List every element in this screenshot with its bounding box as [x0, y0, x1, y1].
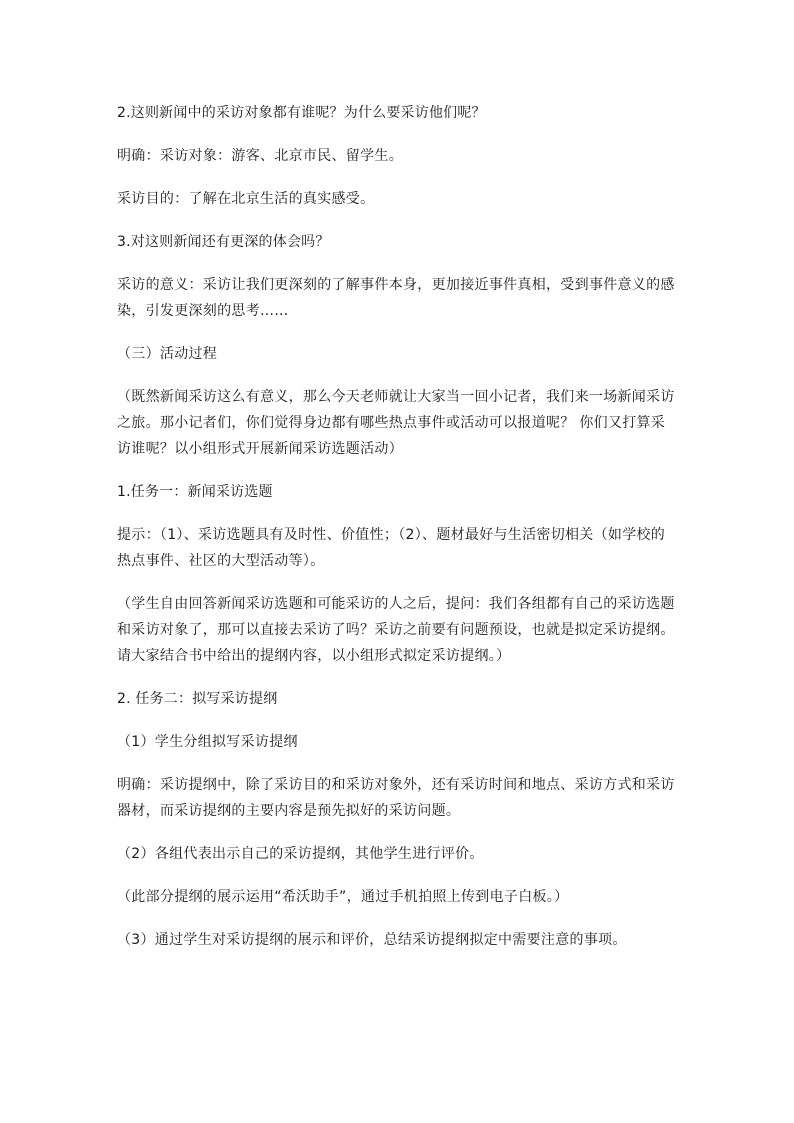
answer-interviewees: 明确：采访对象：游客、北京市民、留学生。 — [117, 148, 403, 164]
interview-significance: 采访的意义：采访让我们更深刻的了解事件本身，更加接近事件真相，受到事件意义的感染，引发更深刻的思考…… — [117, 277, 675, 319]
task-1-hint: 提示：（1）、采访选题具有及时性、价值性；（2）、题材最好与生活密切相关（如学校的热点事件、社区的大型活动等）。 — [117, 527, 666, 569]
task-2-step-2: （2）各组代表出示自己的采访提纲，其他学生进行评价。 — [117, 846, 484, 862]
activity-intro: （既然新闻采访这么有意义，那么今天老师就让大家当一回小记者，我们来一场新闻采访之旅。那小记者们，你们觉得身边都有哪些热点事件或活动可以报道呢？ 你们又打算采访谁呢？以小组形式开展新闻采访选题活动） — [117, 389, 675, 457]
document-body — [117, 100, 677, 970]
question-2: 2.这则新闻中的采访对象都有谁呢？为什么要采访他们呢？ — [117, 105, 486, 121]
section-heading-activity-process: （三）活动过程 — [117, 346, 218, 362]
task-1-transition: （学生自由回答新闻采访选题和可能采访的人之后，提问：我们各组都有自己的采访选题和采访对象了，那可以直接去采访了吗？采访之前要有问题预设，也就是拟定采访提纲。请大家结合书中给出的提纲内容，以小组形式拟定采访提纲。） — [117, 596, 675, 664]
task-2-heading: 2. 任务二：拟写采访提纲 — [117, 691, 278, 707]
interview-purpose: 采访目的：了解在北京生活的真实感受。 — [117, 191, 375, 207]
question-3: 3.对这则新闻还有更深的体会吗？ — [117, 234, 330, 250]
task-2-clarification: 明确：采访提纲中，除了采访目的和采访对象外，还有采访时间和地点、采访方式和采访器材，而采访提纲的主要内容是预先拟好的采访问题。 — [117, 777, 675, 819]
task-2-step-3: （3）通过学生对采访提纲的展示和评价，总结采访提纲拟定中需要注意的事项。 — [117, 932, 627, 948]
task-2-note: （此部分提纲的展示运用“希沃助手”，通过手机拍照上传到电子白板。） — [117, 889, 569, 905]
task-1-heading: 1.任务一：新闻采访选题 — [117, 484, 273, 500]
task-2-step-1: （1）学生分组拟写采访提纲 — [117, 734, 298, 750]
